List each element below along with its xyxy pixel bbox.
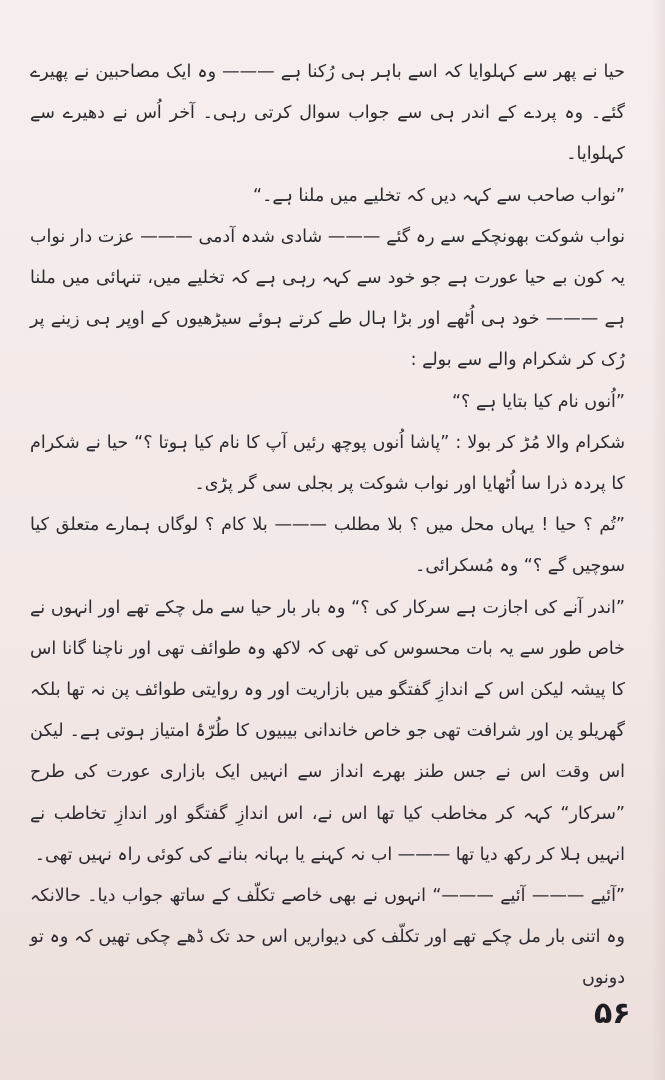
paragraph-6: ”تُم ؟ حیا ! یہاں محل میں ؟ بلا مطلب ——— بلا کام ؟ لوگاں ہمارے متعلق کیا سوچیں گے ؟“ وہ مُسکرائی۔	[30, 515, 625, 577]
paragraph-3: نواب شوکت بھونچکے سے رہ گئے ——— شادی شدہ آدمی ——— عزت دار نواب یہ کون بے حیا عورت ہے جو خود سے کہہ رہی ہے کہ تخلیے میں، تنہائی میں ملنا ہے ——— خود ہی اُٹھے اور بڑا ہال طے کرتے ہوئے سیڑھیوں کے اوپر ہی زینے پر رُک کر شکرام والے سے بولے :	[30, 226, 625, 371]
paragraph-1: حیا نے پھر سے کہلوایا کہ اسے باہر ہی رُکنا ہے ——— وہ ایک مصاحبین نے پھیرے گئے۔ وہ پردے کے اندر ہی سے جواب سوال کرتی رہی۔ آخر اُس نے دھیرے سے کہلوایا۔	[30, 62, 625, 165]
page-body-text	[30, 52, 625, 1000]
paragraph-7: ”اندر آنے کی اجازت ہے سرکار کی ؟“ وہ بار بار حیا سے مل چکے تھے اور انہوں نے خاص طور سے یہ بات محسوس کی تھی کہ لاکھ وہ طوائف تھی اور ناچنا گانا اس کا پیشہ لیکن اس کے اندازِ گفتگو میں بازاریت اور وہ روایتی طوائف پن نہ تھا بلکہ گھریلو پن اور شرافت تھی جو خاص خاندانی بیبیوں کا طُرّۂ امتیاز ہوتی ہے۔ لیکن اس وقت اس نے جس طنز بھرے انداز سے انہیں ایک بازاری عورت کی طرح ”سرکار“ کہہ کر مخاطب کیا تھا اس نے، اس اندازِ گفتگو اور اندازِ تخاطب نے انہیں ہلا کر رکھ دیا تھا ——— اب نہ کہنے یا بہانہ بنانے کی کوئی راہ نہیں تھی۔	[30, 597, 625, 865]
paragraph-8: ”آئیے ——— آئیے ———“ انہوں نے بھی خاصے تکلّف کے ساتھ جواب دیا۔ حالانکہ وہ اتنی بار مل چکے تھے اور تکلّف کی دیواریں اس حد تک ڈھے چکی تھیں کہ وہ تو دونوں	[30, 886, 625, 989]
paragraph-5: شکرام والا مُڑ کر بولا : ”پاشا اُنوں پوچھ رئیں آپ کا نام کیا ہوتا ؟“ حیا نے شکرام کا پردہ ذرا سا اُٹھایا اور نواب شوکت پر بجلی سی گر پڑی۔	[30, 432, 625, 495]
page-number: ۵۶	[594, 996, 631, 1031]
paragraph-4: ”اُنوں نام کیا بتایا ہے ؟“	[451, 391, 625, 412]
paragraph-2: ”نواب صاحب سے کہہ دیں کہ تخلیے میں ملنا ہے۔“	[253, 185, 625, 206]
